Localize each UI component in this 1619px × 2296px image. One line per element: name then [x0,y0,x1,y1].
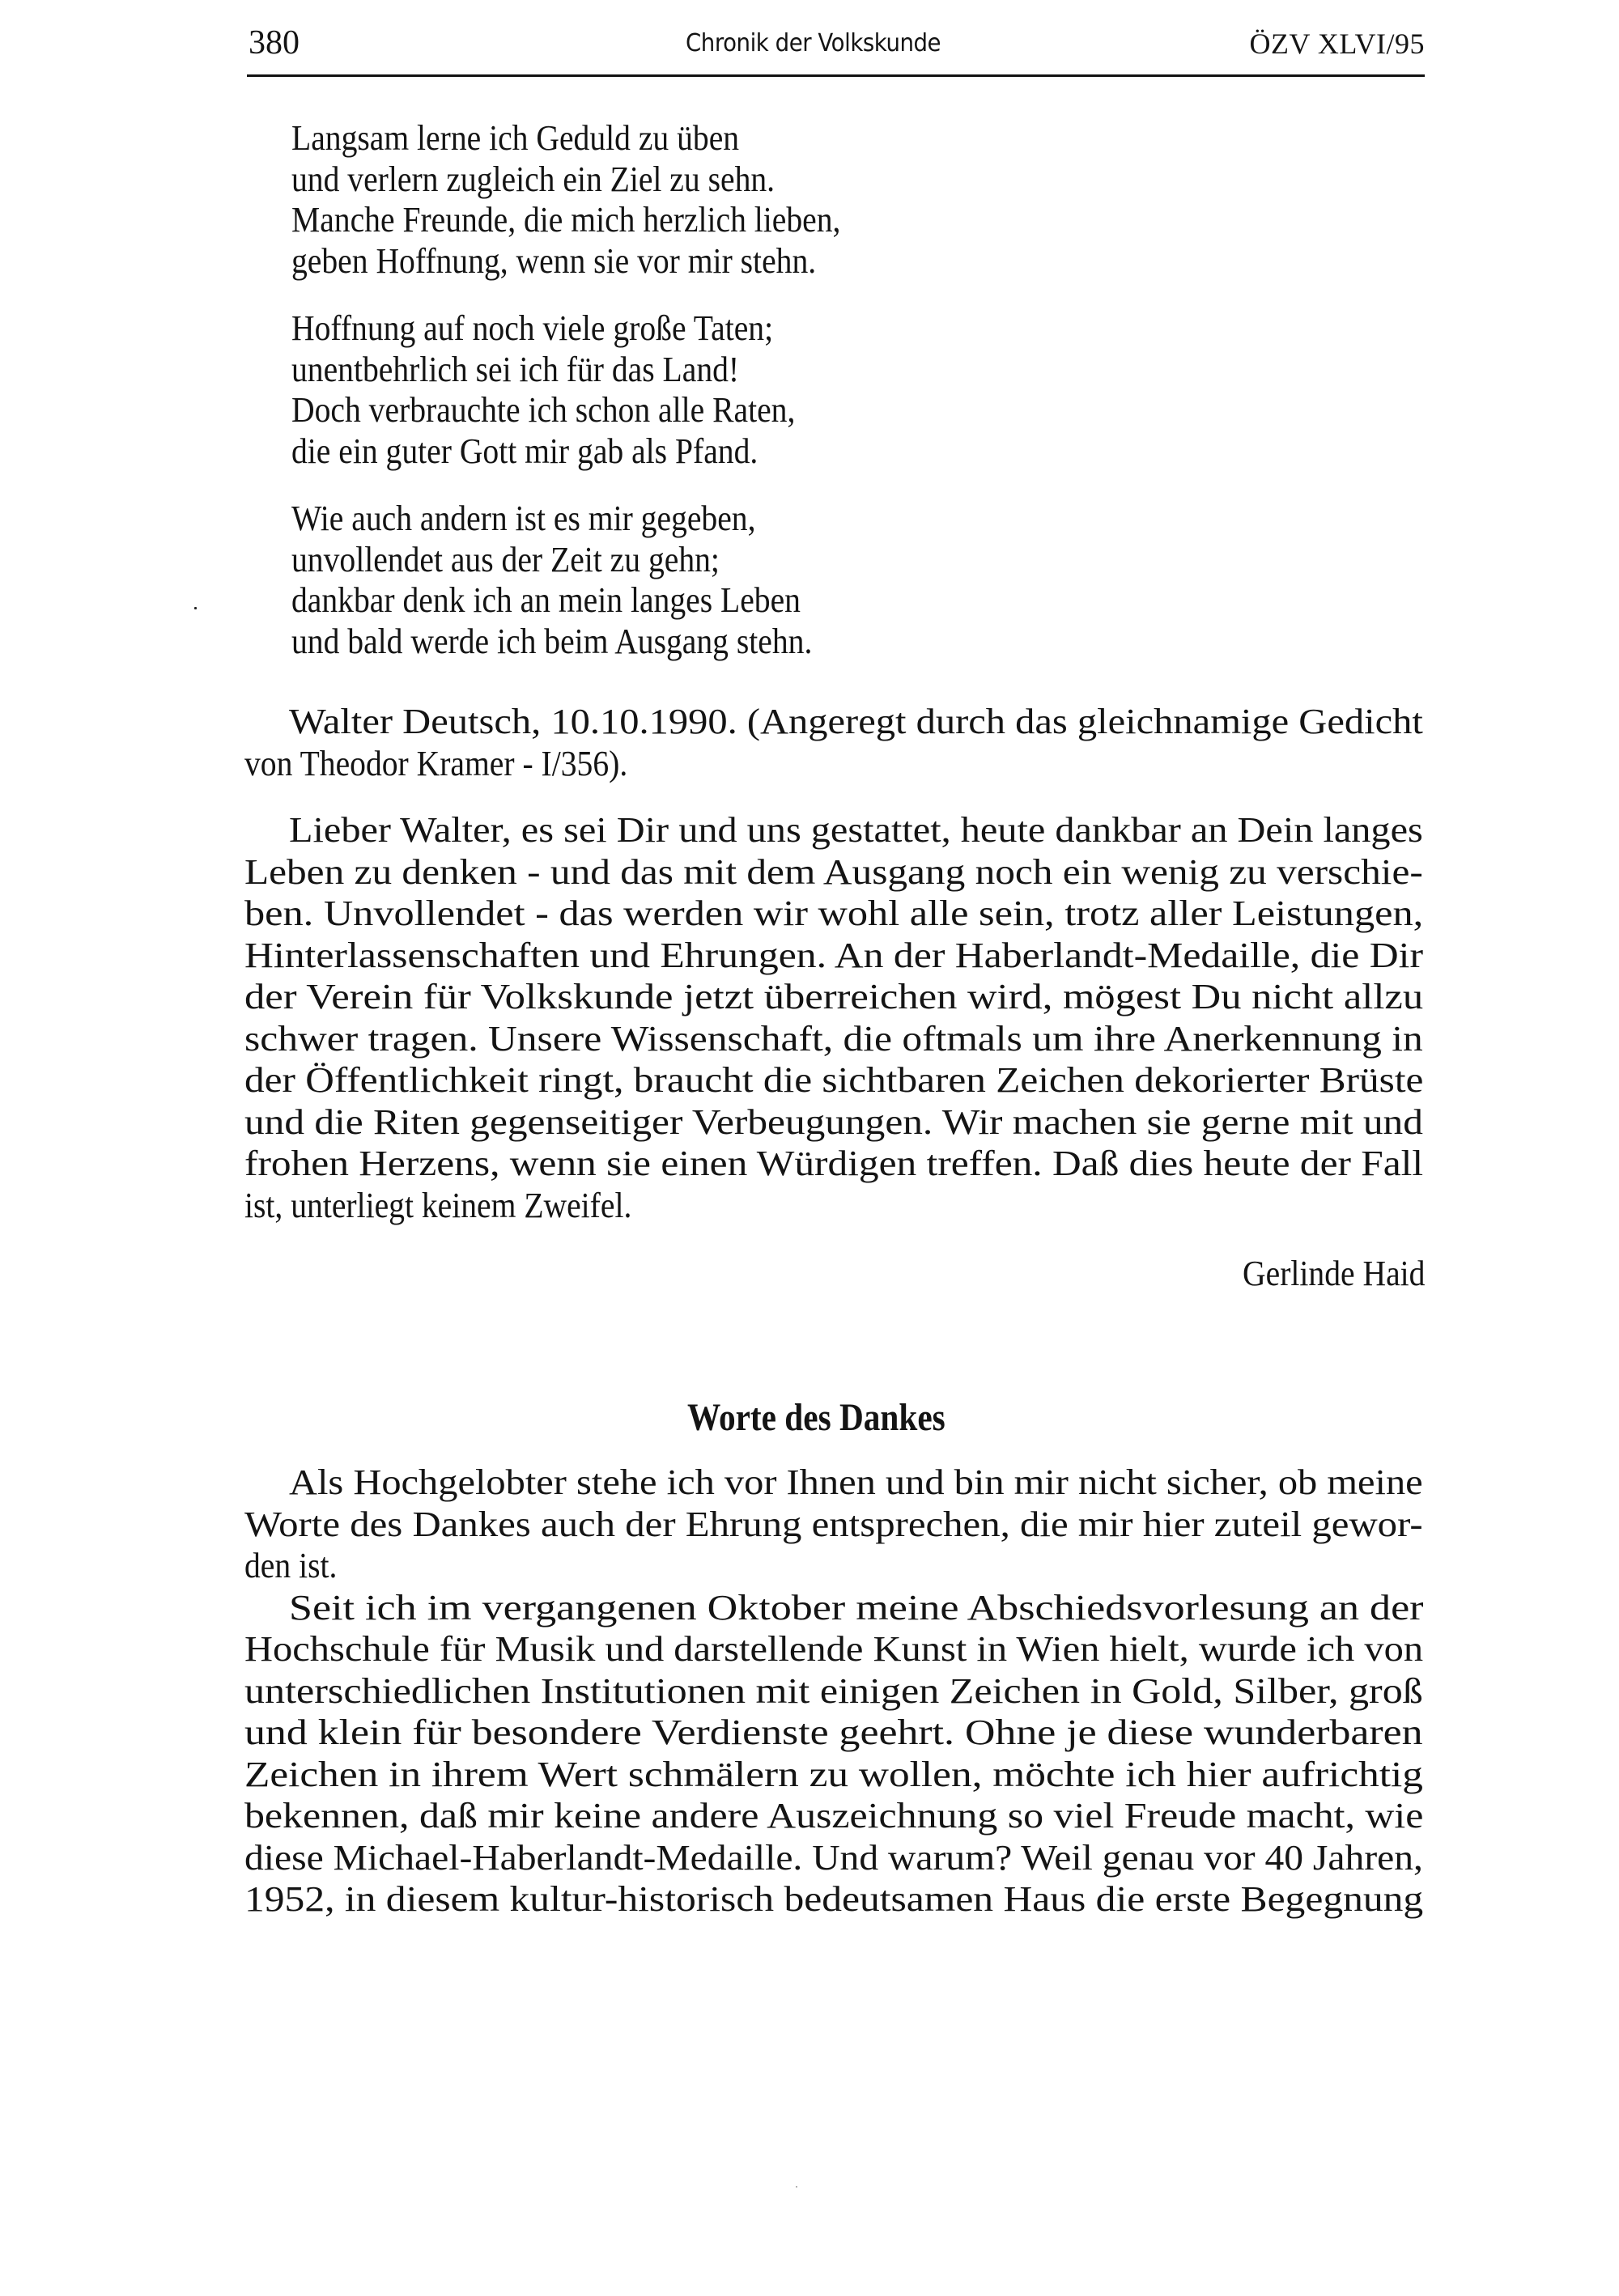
text-line-content: Lieber Walter, es sei Dir und uns gestattet, heute dankbar an Dein langes [289,810,1423,850]
poem-verse: Langsam lerne ich Geduld zu üben [291,118,740,158]
text-line [244,1670,1423,1712]
text-line-content: Hochschule für Musik und darstellende Kunst in Wien hielt, wurde ich von [244,1629,1424,1669]
text-line [244,701,1423,743]
text-line [244,1101,1423,1144]
text-line-content: Seit ich im vergangenen Oktober meine Abschiedsvorlesung an der [289,1587,1424,1628]
text-line-content: von Theodor Kramer - I/356). [244,743,628,783]
text-line-content: 1952, in diesem kultur-historisch bedeutsamen Haus die erste Begegnung [244,1879,1424,1919]
text-line [244,976,1423,1018]
poem-verse: und verlern zugleich ein Ziel zu sehn. [291,159,776,199]
thanks-text [244,1462,1423,1920]
text-line [244,1462,1423,1504]
poem-verse: unentbehrlich sei ich für das Land! [291,349,740,389]
text-line [244,1504,1423,1546]
text-line [244,1628,1423,1670]
text-line [244,893,1423,935]
text-line-content: Hinterlassenschaften und Ehrungen. An der Haberlandt-Medaille, die Dir [244,935,1424,975]
running-head [247,24,1425,62]
text-line-content: diese Michael-Haberlandt-Medaille. Und warum? Weil genau vor 40 Jahren, [244,1837,1423,1878]
text-line-content: den ist. [244,1546,338,1585]
text-line-content: Walter Deutsch, 10.10.1990. (Angeregt durch das gleichnamige Gedicht [289,702,1423,741]
text-line-content: bekennen, daß mir keine andere Auszeichnung so viel Freude macht, wie [244,1796,1424,1836]
scan-speck [194,607,197,609]
text-line [244,1754,1423,1796]
journal-issue: ÖZV XLVI/95 [1249,28,1425,60]
poem-verse: Wie auch andern ist es mir gegeben, [291,499,756,538]
poem-verse: dankbar denk ich an mein langes Leben [291,580,801,620]
poem-verse: und bald werde ich beim Ausgang stehn. [291,621,813,661]
text-line-content: und die Riten gegenseitiger Verbeugungen. Wir machen sie gerne mit und [244,1101,1423,1142]
text-line-content: der Öffentlichkeit ringt, braucht die sichtbaren Zeichen dekorierter Brüste [244,1060,1424,1100]
text-line [244,935,1423,977]
text-line [244,1878,1423,1920]
poem-verse: Hoffnung auf noch viele große Taten; [291,308,774,348]
poem-stanza-3 [291,499,902,662]
text-line-content: ben. Unvollendet - das werden wir wohl alle sein, trotz aller Leistungen, [244,893,1424,933]
poem-verse: Doch verbrauchte ich schon alle Raten, [291,390,796,430]
poem [291,118,902,689]
text-line [244,1185,1423,1227]
text-line-content: und klein für besondere Verdienste geehrt. Ohne je diese wunderbaren [244,1712,1423,1752]
running-head-title: Chronik der Volkskunde [686,29,941,57]
text-line-content: Worte des Dankes auch der Ehrung entsprechen, die mir hier zuteil gewor- [244,1504,1423,1544]
text-line-content: frohen Herzens, wenn sie einen Würdigen treffen. Daß dies heute der Fall [244,1144,1424,1183]
text-line [244,1059,1423,1101]
text-line [244,743,1423,785]
header-rule [247,74,1425,77]
text-line [244,1018,1423,1060]
text-line-content: schwer tragen. Unsere Wissenschaft, die oftmals um ihre Anerkennung in [244,1018,1423,1059]
text-line [244,809,1423,851]
poem-attribution [244,701,1423,784]
text-line [244,1712,1423,1754]
poem-stanza-2 [291,308,902,472]
scan-speck [796,2186,797,2188]
poem-verse: geben Hoffnung, wenn sie vor mir stehn. [291,240,817,281]
section-heading-text: Worte des Dankes [686,1395,945,1439]
text-line-content: Zeichen in ihrem Wert schmälern zu wollen, möchte ich hier aufrichtig [244,1754,1423,1794]
text-line [244,1587,1423,1629]
text-line [244,1143,1423,1185]
section-heading [0,1397,1619,1439]
poem-verse: die ein guter Gott mir gab als Pfand. [291,431,759,471]
page-number: 380 [249,24,300,62]
text-line [244,1795,1423,1837]
text-line-content: unterschiedlichen Institutionen mit einigen Zeichen in Gold, Silber, groß [244,1670,1423,1711]
signature: Gerlinde Haid [1242,1254,1425,1293]
poem-verse: unvollendet aus der Zeit zu gehn; [291,539,720,579]
text-line-content: Als Hochgelobter stehe ich vor Ihnen und bin mir nicht sicher, ob meine [289,1462,1423,1502]
text-line [244,851,1423,893]
text-line [244,1837,1423,1879]
poem-stanza-1 [291,118,902,282]
text-line-content: ist, unterliegt keinem Zweifel. [244,1185,632,1225]
poem-verse: Manche Freunde, die mich herzlich lieben, [291,200,841,240]
text-line-content: der Verein für Volkskunde jetzt überreichen wird, mögest Du nicht allzu [244,977,1424,1016]
tribute-paragraph [244,809,1423,1226]
text-line [244,1545,1423,1587]
text-line-content: Leben zu denken - und das mit dem Ausgang noch ein wenig zu verschie- [244,851,1423,892]
